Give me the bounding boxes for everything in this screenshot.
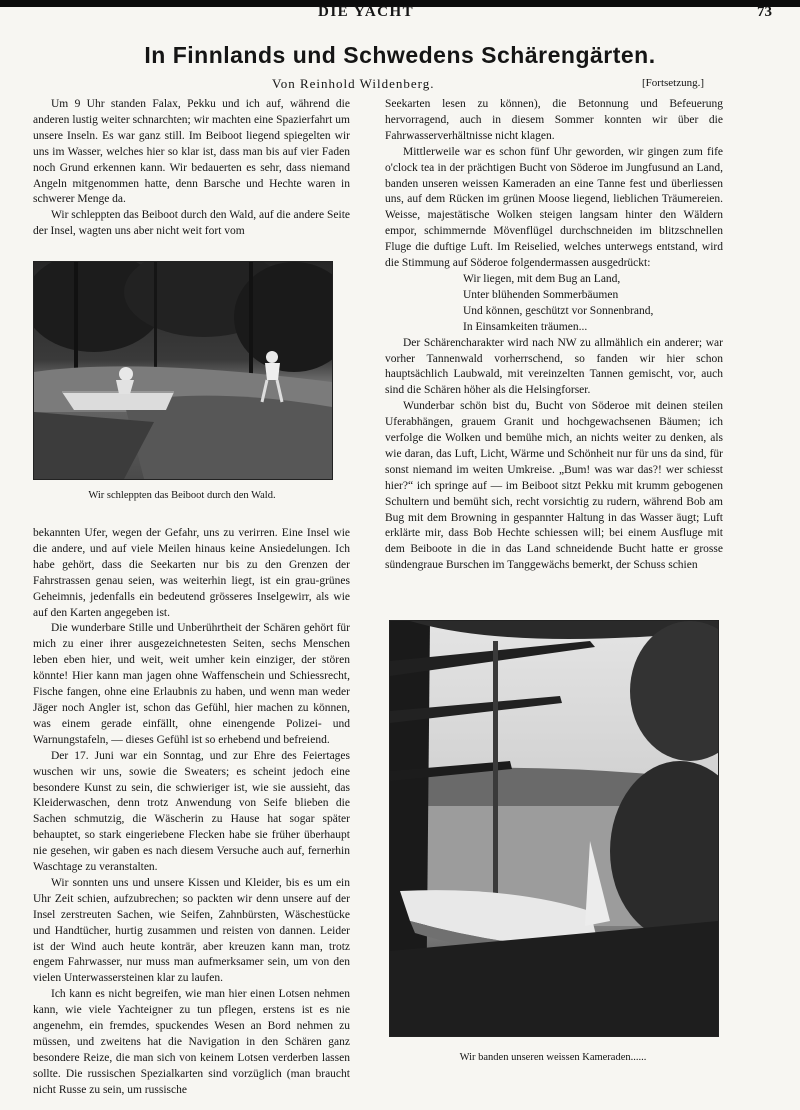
continuation-note: [Fortsetzung.]	[642, 77, 705, 89]
paragraph: Wir schleppten das Beiboot durch den Wald, auf die andere Seite der Insel, wagten uns aber nicht weit fort vom	[33, 209, 350, 238]
poem	[463, 272, 723, 336]
paragraph: Der Schärencharakter wird nach NW zu allmählich ein anderer; war vorher Tannenwald vorherrschend, so fanden wir hier schon hauptsächlich Laubwald, mit vereinzelten Tannen gemischt, vor, auch sind die Schären höher als die Helsingforser.	[385, 336, 723, 397]
byline: Von Reinhold Wildenberg.	[272, 76, 435, 91]
article-title: In Finnlands und Schwedens Schärengärten.	[144, 42, 656, 68]
paragraph: Wir sonnten uns und unsere Kissen und Kleider, bis es um ein Uhr Zeit schien, aufzubrechen; so packten wir denn unsere auf der Insel zerstreuten Sachen, wie Seifen, Zahnbürsten, Wäschestücke und Handtücher, hurtig zusammen und reisten von dannen. Leider ist der Wind auch heute konträr, aber kreuzen kann man, trotz engem Fahrwasser, nur muss man aufmerksamer sein, um von den vielen Unterwassersteinen klar zu laufen.	[33, 876, 350, 985]
poem-line: Und können, geschützt vor Sonnenbrand,	[463, 304, 654, 317]
page-number: 73	[757, 4, 772, 20]
figure-caption: Wir banden unseren weissen Kameraden......	[459, 1052, 647, 1063]
paragraph: Der 17. Juni war ein Sonntag, und zur Ehre des Feiertages wuschen wir uns, sowie die Sweaters; es scheint jedoch eine besondere Kunst zu sein, die schwieriger ist, wie sie aussieht, das Kleiderwaschen, denn trotz Anwendung von Seife blieben die Sachen schmutzig, die Wäscherin zu Hause hat sogar später behauptet, so stark eingeriebene Flecken habe sie früher überhaupt nie gesehen, wir gaben es nach diesem Versuche auch auf, fernerhin Waschtage zu veranstalten.	[33, 749, 350, 874]
photo-yacht-moored	[389, 620, 719, 1037]
paragraph: Seekarten lesen zu können), die Betonnung und Befeuerung hervorragend, auch in diesem Sommer konnten wir über die Fahrwasserverhältnisse nicht klagen.	[385, 98, 723, 142]
paragraph: Mittlerweile war es schon fünf Uhr geworden, wir gingen zum fife o'clock tea in der prächtigen Bucht von Söderoe im Jungfusund an Land, banden unseren weissen Kameraden an eine Tanne fest und überliessen uns, auf dem Rücken im grünen Moose liegend, lieblichen Träumereien. Weisse, majestätische Wolken steigen langsam hinter den Wäldern empor, schimmernde Mövenflügel durchschneiden im blitzschnellen Fluge die duftige Luft. Im Reiselied, welches unterwegs entstand, wird die Stimmung auf Söderoe folgendermassen ausgedrückt:	[385, 145, 723, 270]
running-header	[0, 4, 800, 22]
left-column-top	[33, 97, 350, 240]
journal-name: DIE YACHT	[318, 4, 415, 20]
figure-caption: Wir schleppten das Beiboot durch den Wald.	[88, 490, 276, 501]
paragraph: Ich kann es nicht begreifen, wie man hier einen Lotsen nehmen kann, wie viele Yachteigner zu tun pflegen, erstens ist es nie angenehm, ein fremdes, spuckendes Wesen an Bord nehmen zu müssen, und zweitens hat die Navigation in den Schären ganz besondere Reize, die man sich von keinem Lotsen verderben lassen sollte. Die russischen Spezialkarten sind vorzüglich (man braucht nicht Russe zu sein, um russische	[33, 988, 350, 1096]
paragraph: Um 9 Uhr standen Falax, Pekku und ich auf, während die anderen lustig weiter schnarchten; wir machten eine Spazierfahrt um unsere Inseln. Es war ganz still. Im Beiboot liegend spiegelten wir uns im Wasser, welches hier so klar ist, dass man bis auf vier Faden noch Grund erkennen kann. Wir bedauerten es sehr, dass niemand Angeln mitgenommen hatte, denn Barsche und Hechte waren in schwerer Menge da.	[33, 98, 350, 206]
left-column-bottom	[33, 526, 350, 1099]
paragraph: Die wunderbare Stille und Unberührtheit der Schären gehört für mich zu einer ihrer ausgezeichnetesten Seiten, sechs Menschen leben eben hier, und weit, weit umher kein einziger, der stören könnte! Hier kann man jagen ohne Waffenschein und Schiessrecht, Fische fangen, ohne eine Erlaubnis zu haben, und wenn man weder Jäger noch Angler ist, schon das Gefühl, hier machen zu können, was einem gerade einfällt, ohne einengende Polizei- und Warnungstafeln, — dieses Gefühl ist so erhebend und befreiend.	[33, 622, 350, 746]
poem-line: Unter blühenden Sommerbäumen	[463, 288, 619, 301]
paragraph: bekannten Ufer, wegen der Gefahr, uns zu verirren. Eine Insel wie die andere, und auf viele Meilen hinaus keine Ansiedelungen. Ich habe gehört, dass die Seekarten nur bis zu den Grenzen der Fahrstrassen genau seien, was weiterhin liegt, ist ein grau-grünes Geheimnis, jedenfalls ein bedeutend grösseres Inselgewirr, als wie auf den Karten angegeben ist.	[33, 527, 350, 619]
poem-line: In Einsamkeiten träumen...	[463, 320, 588, 333]
paragraph: Wunderbar schön bist du, Bucht von Söderoe mit deinen steilen Uferabhängen, grauem Granit und hochgewachsenen Bäumen; ich verfolge die Wolken und bemühe mich, an nichts weiter zu denken, als wie daran, das Luft, Licht, Wärme und Schönheit nur für uns da sind, für sonst niemand im weiten Umkreise. „Bum! was war das?! wer schiesst hier?“ ich springe auf — im Beiboot sitzt Pekku mit krumm gebogenen Schultern und bemüht sich, recht vorsichtig zu rudern, während Bob am Bug mit dem Browning in gespannter Haltung in das Wasser äugt; Luft erklärte mir, dass Bob Hechte schiessen will; bei einem Ausfluge mit dem Beiboote in die in das Land schneidende Bucht hatte er grosse sündengraue Burschen im Tanggewächs bemerkt, der Schuss schien	[385, 400, 723, 572]
photo-dragging-dinghy	[33, 261, 333, 480]
poem-line: Wir liegen, mit dem Bug an Land,	[463, 272, 621, 285]
right-column-top	[385, 97, 723, 574]
